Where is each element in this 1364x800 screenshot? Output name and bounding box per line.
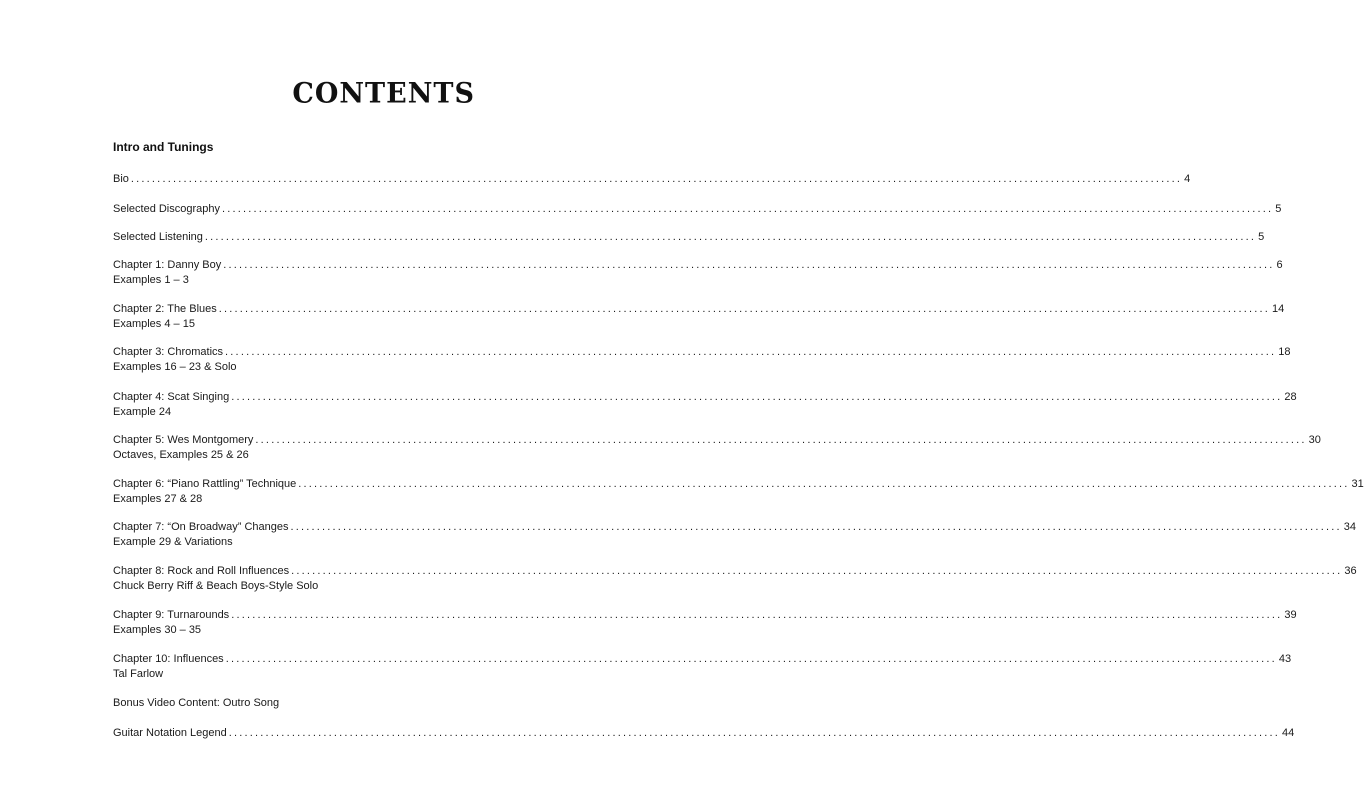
toc-entry-title: Chapter 7: “On Broadway” Changes [113,521,289,533]
dot-leader: ........................................................................................................................................................................................................ [291,565,1343,577]
toc-entry-line [113,696,475,710]
toc-entry-title: Chapter 4: Scat Singing [113,391,230,403]
toc-entry-subtitle: Examples 27 & 28 [113,493,203,505]
toc-entry-subtitle: Example 24 [113,406,172,418]
toc-entry-title: Chapter 1: Danny Boy [113,259,222,271]
dot-leader: ........................................................................................................................................................................................................ [218,303,1270,315]
toc-entry-subtitle: Tal Farlow [113,668,164,680]
section-heading: Intro and Tunings [113,140,214,154]
toc-entry-page-number: 34 [1343,521,1356,533]
toc-entry [113,477,1364,506]
toc-entry-subtitle: Chuck Berry Riff & Beach Boys-Style Solo [113,580,319,592]
toc-entry-page-number: 44 [1281,727,1295,739]
toc-entry-subtitle: Examples 30 – 35 [113,624,202,636]
toc-entry-subtitle: Examples 16 – 23 & Solo [113,361,237,373]
dot-leader: ........................................................................................................................................................................................................ [204,231,1257,243]
toc-entry-line [113,652,1292,666]
dot-leader: ........................................................................................................................................................................................................ [225,346,1277,358]
toc-entry-subtitle: Examples 4 – 15 [113,318,195,330]
toc-entry [113,520,1356,549]
toc-entry [113,696,475,710]
toc-entry [113,726,1295,740]
toc-entry-line [113,433,1321,447]
toc-entry-line [113,520,1356,534]
toc-entry-page-number: 5 [1258,231,1265,243]
toc-entry-title: Bonus Video Content: Outro Song [113,697,280,709]
toc-entry-subtitle: Octaves, Examples 25 & 26 [113,449,249,461]
toc-entry [113,172,1191,186]
toc-entry-page-number: 14 [1271,303,1285,315]
toc-entry-line [113,172,1191,186]
dot-leader: ........................................................................................................................................................................................................ [255,434,1307,446]
toc-entry-page-number: 31 [1351,478,1364,490]
page-title: CONTENTS [292,77,475,110]
dot-leader: ........................................................................................................................................................................................................ [225,653,1277,665]
toc-entry-line [113,726,1295,740]
toc-entry-line [113,345,1291,359]
dot-leader: ........................................................................................................................................................................................................ [228,727,1280,739]
dot-leader: ........................................................................................................................................................................................................ [231,609,1283,621]
toc-entry-line [113,564,1357,578]
toc-entry-page-number: 6 [1276,259,1283,271]
dot-leader: ........................................................................................................................................................................................................ [298,478,1350,490]
toc-entry-title: Bio [113,173,129,185]
toc-entry [113,202,1282,216]
toc-entry [113,608,1297,637]
toc-entry-title: Chapter 6: “Piano Rattling” Technique [113,478,297,490]
toc-entry-page-number: 39 [1284,609,1297,621]
toc-entry-page-number: 36 [1344,565,1357,577]
dot-leader: ........................................................................................................................................................................................................ [130,173,1183,185]
toc-entry-title: Chapter 2: The Blues [113,303,217,315]
toc-entry-line [113,477,1364,491]
toc-entry-line [113,230,1265,244]
toc-entry-page-number: 4 [1184,173,1191,185]
toc-entry-subtitle: Examples 1 – 3 [113,274,189,286]
toc-entry-page-number: 18 [1278,346,1291,358]
toc-entry-line [113,390,1297,404]
dot-leader: ........................................................................................................................................................................................................ [231,391,1283,403]
toc-entry [113,230,1265,244]
toc-entry-title: Selected Discography [113,203,221,215]
toc-entry-line [113,608,1297,622]
toc-entry-title: Chapter 9: Turnarounds [113,609,230,621]
toc-entry-page-number: 30 [1308,434,1321,446]
toc-entry [113,652,1292,681]
toc-entry [113,564,1357,593]
toc-entry-page-number: 43 [1278,653,1292,665]
toc-entry-title: Chapter 3: Chromatics [113,346,224,358]
dot-leader: ........................................................................................................................................................................................................ [290,521,1342,533]
toc-entry-line [113,302,1285,316]
toc-entry-title: Chapter 8: Rock and Roll Influences [113,565,290,577]
toc-entry [113,390,1297,419]
toc-entry [113,433,1321,462]
toc-entry [113,258,1283,287]
toc-entry-subtitle: Example 29 & Variations [113,536,233,548]
toc-entry-line [113,202,1282,216]
toc-entry [113,345,1291,374]
toc-entry-title: Chapter 5: Wes Montgomery [113,434,254,446]
toc-entry-page-number: 28 [1284,391,1297,403]
toc-entry-title: Guitar Notation Legend [113,727,227,739]
dot-leader: ........................................................................................................................................................................................................ [223,259,1275,271]
toc-entry-line [113,258,1283,272]
toc-entry-title: Selected Listening [113,231,203,243]
dot-leader: ........................................................................................................................................................................................................ [222,203,1274,215]
toc-entry-title: Chapter 10: Influences [113,653,224,665]
toc-entry [113,302,1285,331]
toc-entry-page-number: 5 [1275,203,1282,215]
